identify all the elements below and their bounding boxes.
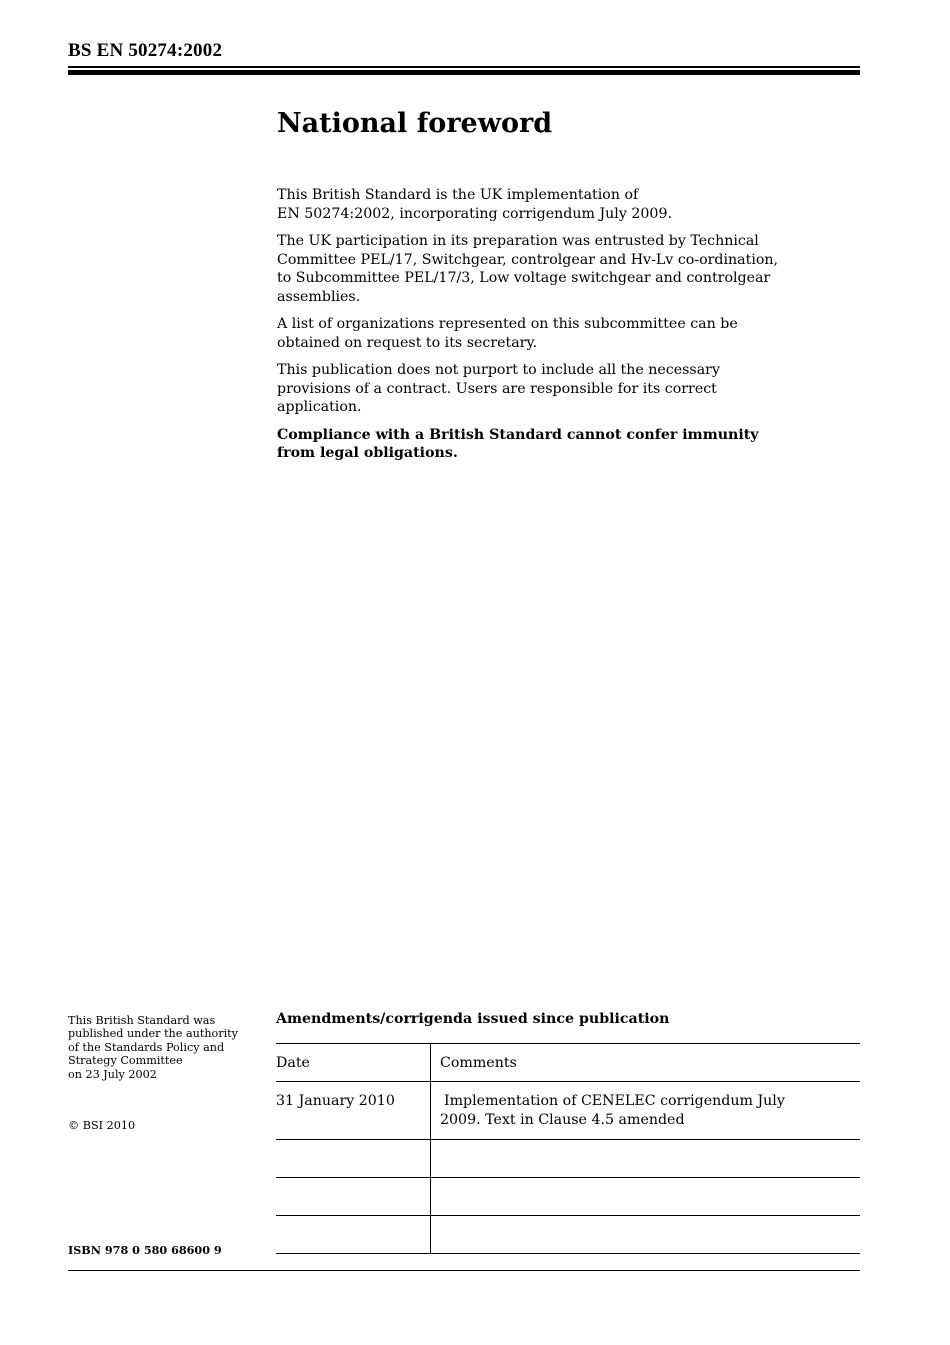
text-line: A list of organizations represented on this subcommittee can be [277, 316, 738, 332]
paragraph-implementation [277, 186, 817, 223]
amendments-heading: Amendments/corrigenda issued since publication [276, 1011, 670, 1027]
paragraph-contract [277, 361, 817, 417]
footer-rule [68, 1270, 860, 1271]
note-line: This British Standard was [68, 1014, 216, 1027]
text-line: The UK participation in its preparation was entrusted by Technical [277, 233, 759, 249]
column-header-comments: Comments [431, 1044, 861, 1082]
text-line: assemblies. [277, 288, 361, 305]
table-row [276, 1216, 860, 1254]
paragraph-organizations [277, 315, 817, 352]
cell-date [276, 1178, 431, 1216]
paragraph-participation [277, 232, 817, 306]
header-rule-thin [68, 66, 860, 68]
text-line: Committee PEL/17, Switchgear, controlgear and Hv-Lv co-ordination, [277, 251, 779, 268]
cell-date [276, 1140, 431, 1178]
text-line: Compliance with a British Standard cannot confer immunity [277, 426, 759, 443]
text-line: EN 50274:2002, incorporating corrigendum July 2009. [277, 205, 672, 222]
cell-comments [431, 1178, 861, 1216]
text-line: This publication does not purport to include all the necessary [277, 362, 720, 378]
table-row [276, 1140, 860, 1178]
text-line: This British Standard is the UK implementation of [277, 187, 639, 203]
text-line: obtained on request to its secretary. [277, 334, 538, 351]
table-header-row [276, 1044, 860, 1082]
cell-comments [431, 1082, 861, 1140]
cell-comments [431, 1140, 861, 1178]
note-line: published under the authority [68, 1027, 238, 1041]
header-rule-thick [68, 70, 860, 75]
standard-number: BS EN 50274:2002 [68, 40, 223, 61]
table-row [276, 1082, 860, 1140]
cell-date [276, 1216, 431, 1254]
cell-date: 31 January 2010 [276, 1082, 431, 1140]
cell-comments [431, 1216, 861, 1254]
note-line: on 23 July 2002 [68, 1067, 157, 1081]
text-line: from legal obligations. [277, 445, 458, 461]
comment-line: Implementation of CENELEC corrigendum July [444, 1093, 785, 1109]
table-row [276, 1178, 860, 1216]
publication-note [68, 1014, 268, 1081]
copyright-notice: © BSI 2010 [68, 1119, 136, 1132]
comment-line: 2009. Text in Clause 4.5 amended [440, 1111, 685, 1128]
column-header-date: Date [276, 1044, 431, 1082]
note-line: of the Standards Policy and [68, 1040, 225, 1054]
text-line: application. [277, 399, 362, 415]
text-line: to Subcommittee PEL/17/3, Low voltage switchgear and controlgear [277, 270, 771, 286]
compliance-statement [277, 426, 817, 463]
foreword-body [277, 186, 817, 472]
isbn-number: ISBN 978 0 580 68600 9 [68, 1243, 222, 1257]
amendments-table [276, 1043, 860, 1254]
note-line: Strategy Committee [68, 1054, 183, 1068]
page-title: National foreword [277, 108, 553, 139]
text-line: provisions of a contract. Users are responsible for its correct [277, 380, 717, 397]
